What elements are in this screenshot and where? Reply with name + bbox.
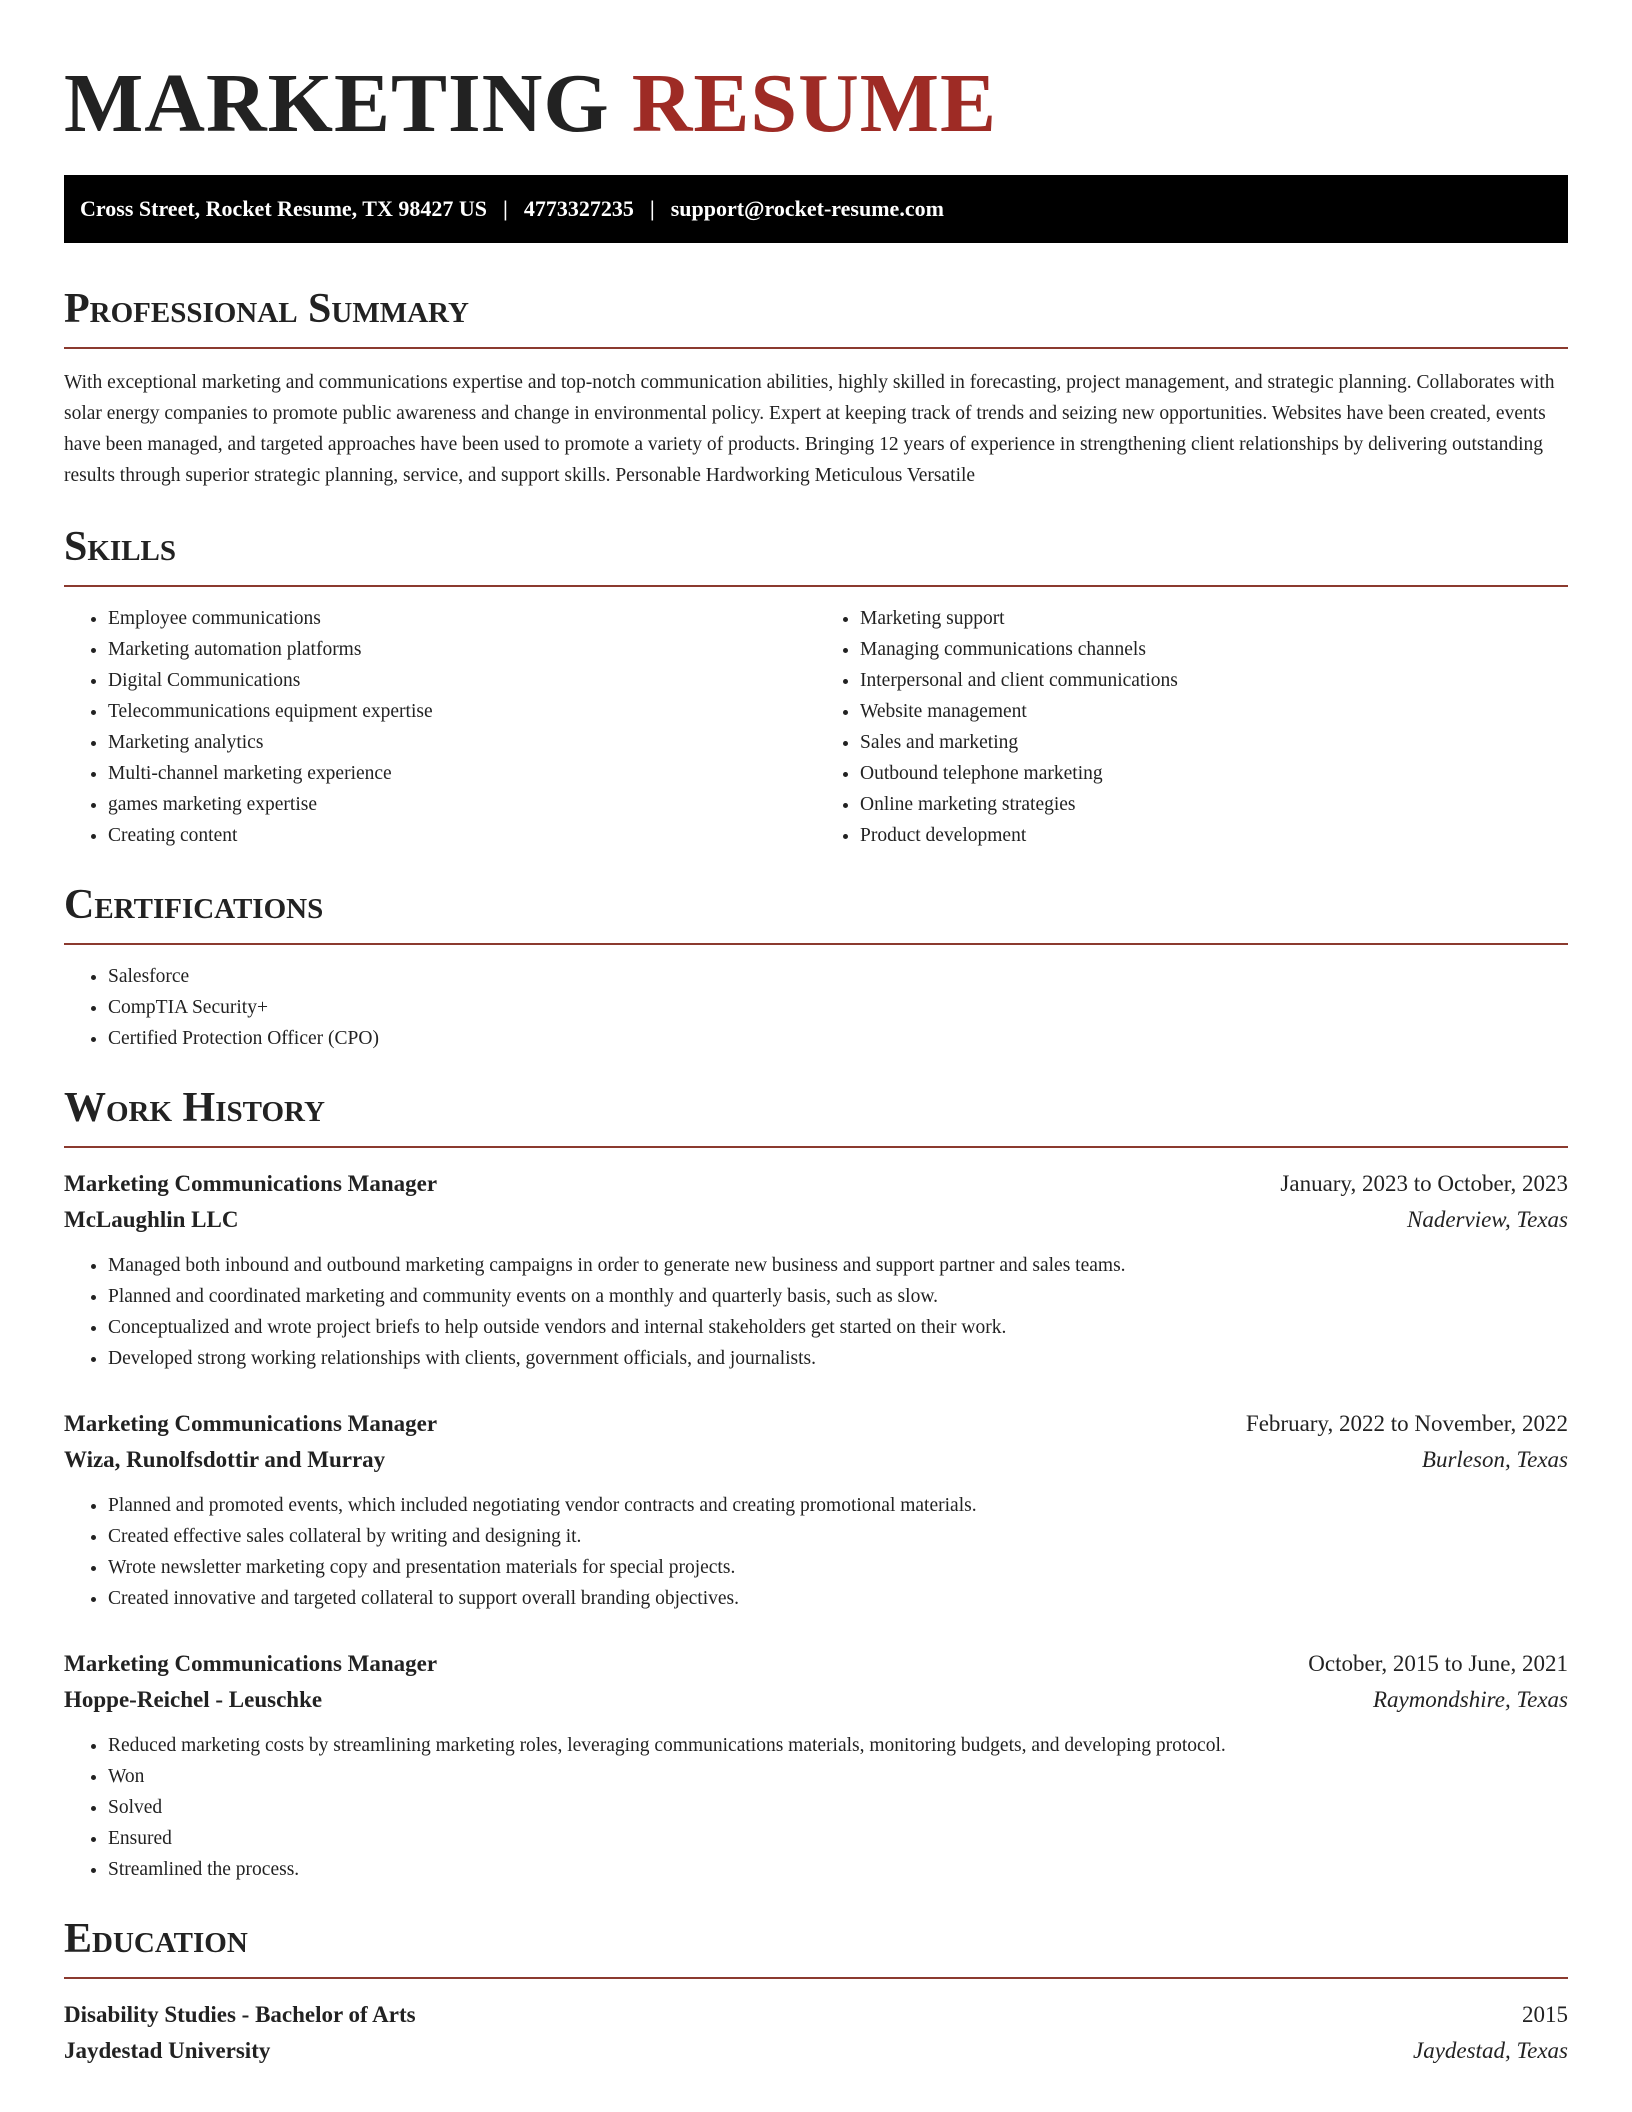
- job-location: Naderview, Texas: [1407, 1207, 1568, 1232]
- contact-separator: |: [502, 196, 508, 221]
- skills-column-left: [64, 603, 816, 851]
- skill-item: • Outbound telephone marketing: [860, 758, 1568, 789]
- skills-list-left: [64, 603, 816, 851]
- skills-list-right: [816, 603, 1568, 851]
- job-dates: January, 2023 to October, 2023: [1280, 1171, 1568, 1196]
- job-bullet: • Planned and promoted events, which included negotiating vendor contracts and creating promotional materials.: [108, 1490, 1568, 1521]
- work-history-section: [64, 1082, 1568, 1885]
- contact-phone: 4773327235: [523, 196, 634, 221]
- skill-item: • Creating content: [108, 820, 816, 851]
- resume-name: [64, 56, 1568, 152]
- job-header-row: [64, 1646, 1568, 1682]
- skill-item: • Digital Communications: [108, 665, 816, 696]
- education-entry: [64, 1997, 1568, 2069]
- skill-item: • Telecommunications equipment expertise: [108, 696, 816, 727]
- summary-section: [64, 283, 1568, 491]
- skills-column-right: [816, 603, 1568, 851]
- job-title: Marketing Communications Manager: [64, 1651, 438, 1676]
- job-bullet: • Reduced marketing costs by streamlining marketing roles, leveraging communications materials, monitoring budgets, and developing protocol.: [108, 1730, 1568, 1761]
- job-entry: [64, 1406, 1568, 1614]
- contact-separator: |: [649, 196, 655, 221]
- section-divider: [64, 943, 1568, 945]
- job-bullet: • Conceptualized and wrote project briefs to help outside vendors and internal stakeholders get started on their work.: [108, 1312, 1568, 1343]
- certification-item: • CompTIA Security+: [108, 992, 1568, 1023]
- summary-heading: Professional Summary: [64, 286, 469, 332]
- job-bullet: • Ensured: [108, 1823, 1568, 1854]
- name-first: MARKETING: [64, 57, 610, 150]
- job-bullets: [64, 1250, 1568, 1374]
- section-divider: [64, 1146, 1568, 1148]
- job-entry: [64, 1166, 1568, 1374]
- skills-section: [64, 521, 1568, 851]
- job-company: Wiza, Runolfsdottir and Murray: [64, 1447, 386, 1472]
- section-divider: [64, 347, 1568, 349]
- contact-bar: [64, 175, 1568, 243]
- skill-item: • Marketing analytics: [108, 727, 816, 758]
- skill-item: • Website management: [860, 696, 1568, 727]
- education-degree: Disability Studies - Bachelor of Arts: [64, 2002, 416, 2027]
- skill-item: • Marketing support: [860, 603, 1568, 634]
- certification-item: • Certified Protection Officer (CPO): [108, 1023, 1568, 1054]
- job-bullet: • Created effective sales collateral by writing and designing it.: [108, 1521, 1568, 1552]
- certifications-section: [64, 879, 1568, 1054]
- skills-heading: Skills: [64, 524, 177, 570]
- job-header-row: [64, 1166, 1568, 1202]
- job-entry: [64, 1646, 1568, 1885]
- job-bullet: • Planned and coordinated marketing and community events on a monthly and quarterly basis, such as slow.: [108, 1281, 1568, 1312]
- skill-item: • Managing communications channels: [860, 634, 1568, 665]
- job-bullets: [64, 1490, 1568, 1614]
- education-school: Jaydestad University: [64, 2038, 271, 2063]
- job-bullet: • Solved: [108, 1792, 1568, 1823]
- education-school-row: [64, 2033, 1568, 2069]
- skill-item: • Online marketing strategies: [860, 789, 1568, 820]
- job-bullet: • Developed strong working relationships with clients, government officials, and journalists.: [108, 1343, 1568, 1374]
- job-company-row: [64, 1682, 1568, 1718]
- job-header-row: [64, 1406, 1568, 1442]
- job-title: Marketing Communications Manager: [64, 1411, 438, 1436]
- education-degree-row: [64, 1997, 1568, 2033]
- education-location: Jaydestad, Texas: [1412, 2038, 1568, 2063]
- skill-item: • Interpersonal and client communications: [860, 665, 1568, 696]
- job-bullet: • Won: [108, 1761, 1568, 1792]
- contact-email: support@rocket-resume.com: [670, 196, 944, 221]
- section-divider: [64, 585, 1568, 587]
- certification-item: • Salesforce: [108, 961, 1568, 992]
- skills-grid: [64, 603, 1568, 851]
- job-bullet: • Streamlined the process.: [108, 1854, 1568, 1885]
- job-bullet: • Managed both inbound and outbound marketing campaigns in order to generate new business and support partner and sales teams.: [108, 1250, 1568, 1281]
- job-location: Raymondshire, Texas: [1372, 1687, 1568, 1712]
- job-title: Marketing Communications Manager: [64, 1171, 438, 1196]
- job-location: Burleson, Texas: [1421, 1447, 1568, 1472]
- job-dates: February, 2022 to November, 2022: [1245, 1411, 1568, 1436]
- job-dates: October, 2015 to June, 2021: [1308, 1651, 1568, 1676]
- job-bullet: • Created innovative and targeted collateral to support overall branding objectives.: [108, 1583, 1568, 1614]
- certifications-heading: Certifications: [64, 882, 324, 928]
- work-history-heading: Work History: [64, 1085, 325, 1131]
- skill-item: • Marketing automation platforms: [108, 634, 816, 665]
- skill-item: • Sales and marketing: [860, 727, 1568, 758]
- job-company: Hoppe-Reichel - Leuschke: [64, 1687, 323, 1712]
- job-company-row: [64, 1202, 1568, 1238]
- contact-address: Cross Street, Rocket Resume, TX 98427 US: [80, 196, 487, 221]
- skill-item: • Employee communications: [108, 603, 816, 634]
- skill-item: • Multi-channel marketing experience: [108, 758, 816, 789]
- education-year: 2015: [1522, 2002, 1568, 2027]
- skill-item: • Product development: [860, 820, 1568, 851]
- job-bullets: [64, 1730, 1568, 1885]
- education-heading: Education: [64, 1916, 248, 1962]
- summary-text: With exceptional marketing and communications expertise and top-notch communication abilities, highly skilled in forecasting, project management, and strategic planning. Collaborates with solar energy companies to promote public awareness and change in environmental policy. Expert at keeping track of trends and seizing new opportunities. Websites have been created, events have been managed, and targeted approaches have been used to promote a variety of products. Bringing 12 years of experience in strengthening client relationships by delivering outstanding results through superior strategic planning, service, and support skills. Personable Hardworking Meticulous Versatile: [64, 372, 1555, 486]
- skill-item: • games marketing expertise: [108, 789, 816, 820]
- name-last: RESUME: [631, 57, 998, 150]
- job-company-row: [64, 1442, 1568, 1478]
- education-section: [64, 1913, 1568, 2069]
- job-company: McLaughlin LLC: [64, 1207, 239, 1232]
- job-bullet: • Wrote newsletter marketing copy and presentation materials for special projects.: [108, 1552, 1568, 1583]
- section-divider: [64, 1977, 1568, 1979]
- certifications-list: [64, 961, 1568, 1054]
